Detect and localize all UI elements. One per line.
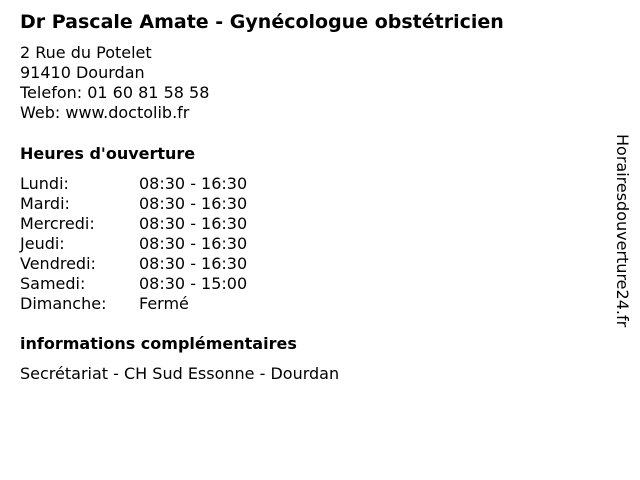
website: Web: www.doctolib.fr [20,103,190,122]
additional-info-text: Secrétariat - CH Sud Essonne - Dourdan [20,364,340,383]
additional-info-heading: informations complémentaires [20,334,297,353]
city-postcode: 91410 Dourdan [20,63,145,82]
site-watermark: Horairesdouverture24.fr [613,134,632,328]
time-range: 08:30 - 15:00 [139,274,248,293]
time-range: 08:30 - 16:30 [139,234,248,253]
time-range: 08:30 - 16:30 [139,174,248,193]
day-label: Dimanche: [20,294,107,313]
opening-hours-heading: Heures d'ouverture [20,144,196,163]
address-block [20,43,209,123]
time-range: 08:30 - 16:30 [139,194,248,213]
day-label: Lundi: [20,174,69,193]
time-range: Fermé [139,294,189,313]
day-label: Samedi: [20,274,86,293]
day-label: Jeudi: [20,234,65,253]
day-label: Mercredi: [20,214,95,233]
time-range: 08:30 - 16:30 [139,254,248,273]
day-label: Vendredi: [20,254,96,273]
day-label: Mardi: [20,194,70,213]
time-range: 08:30 - 16:30 [139,214,248,233]
page-title: Dr Pascale Amate - Gynécologue obstétricien [20,11,504,33]
phone-number: Telefon: 01 60 81 58 58 [20,83,210,102]
street-address: 2 Rue du Potelet [20,43,152,62]
